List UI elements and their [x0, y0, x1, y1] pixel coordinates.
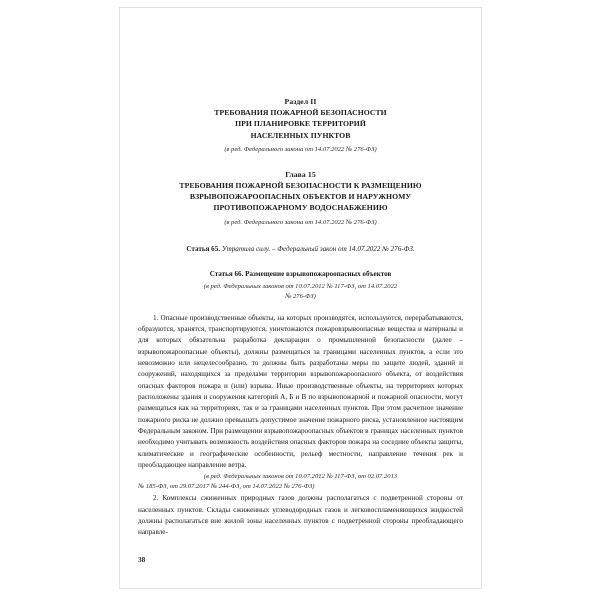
paragraph-1-editorial-note-line-1: (в ред. Федеральных законов от 10.07.2012 № 117-ФЗ, от 02.07.2013 — [203, 473, 398, 481]
page-content-area — [138, 8, 463, 589]
article-66-paragraph-1: 1. Опасные производственные объекты, на которых производятся, используются, перерабатываются, образуются, хранятся, транспортируются, уничтожаются пожаровзрывоопасные вещества и материалы и для которых обязательна разработка декларации о промышленной безопасности (далее – взрывопожароопасные объекты), должны размещаться за границами населенных пунктов, а если это невозможно или нецелесообразно, то должны быть разработаны меры по защите людей, зданий и сооружений, находящихся за пределами территории взрывопожароопасного объекта, от воздействия опасных факторов пожара и (или) взрыва. Иные производственные объекты, на территориях которых расположены здания и сооружения категорий А, Б и В по взрывопожарной и пожарной опасности, могут размещаться как на территориях, так и за границами населенных пунктов. При этом расчетное значение пожарного риска не должно превышать допустимое значение пожарного риска, установленное настоящим Федеральным законом. При размещении взрывопожароопасных объектов в границах населенных пунктов необходимо учитывать возможность воздействия опасных факторов пожара на соседние объекты защиты, климатические и географические особенности, рельеф местности, направление течения рек и преобладающее направление ветра. — [138, 313, 463, 470]
chapter-heading-group — [138, 169, 463, 214]
page-number: 38 — [138, 554, 146, 564]
chapter-title-line-3: ПРОТИВОПОЖАРНОМУ ВОДОСНАБЖЕНИЮ — [213, 203, 388, 213]
article-65-number: Статья 65. — [186, 244, 221, 253]
section-title-line-3: НАСЕЛЕННЫХ ПУНКТОВ — [250, 130, 351, 140]
article-66-editorial-note-line-1: (в ред. Федеральных законов от 10.07.2012 № 117-ФЗ, от 14.07.2022 — [203, 282, 398, 290]
article-65 — [138, 244, 463, 255]
chapter-title-line-1: ТРЕБОВАНИЯ ПОЖАРНОЙ БЕЗОПАСНОСТИ К РАЗМЕЩЕНИЮ — [179, 181, 422, 191]
section-heading-group — [138, 96, 463, 141]
article-66-paragraph-2: 2. Комплексы сжиженных природных газов должны располагаться с подветренной стороны от населенных пунктов. Склады сжиженных углеводородных газов и легковоспламеняющихся жидкостей должны располагаться вне жилой зоны населенных пунктов с подветренной стороны преобладающего направле- — [138, 494, 463, 537]
article-65-text: Утратила силу. – Федеральный закон от 14.07.2022 № 276-ФЗ. — [221, 244, 415, 253]
section-title-line-2: ПРИ ПЛАНИРОВКЕ ТЕРРИТОРИЙ — [235, 119, 366, 129]
chapter-editorial-note: (в ред. Федерального закона от 14.07.2022 № 276-ФЗ) — [224, 218, 377, 226]
paragraph-1-editorial-note-line-2: № 185-ФЗ, от 29.07.2017 № 244-ФЗ, от 14.07.2022 № 276-ФЗ) — [138, 483, 315, 491]
section-editorial-note: (в ред. Федерального закона от 14.07.2022 № 276-ФЗ) — [224, 145, 377, 153]
chapter-title-line-2: ВЗРЫВОПОЖАРООПАСНЫХ ОБЪЕКТОВ И НАРУЖНОМУ — [189, 192, 412, 202]
section-title-line-1: ТРЕБОВАНИЯ ПОЖАРНОЙ БЕЗОПАСНОСТИ — [214, 108, 387, 118]
article-66-heading: Статья 66. Размещение взрывопожароопасных объектов — [209, 269, 392, 278]
document-page — [119, 7, 482, 589]
section-label: Раздел II — [284, 97, 317, 106]
article-66-editorial-note-line-2: № 276-ФЗ) — [285, 292, 316, 300]
chapter-label: Глава 15 — [285, 169, 316, 179]
